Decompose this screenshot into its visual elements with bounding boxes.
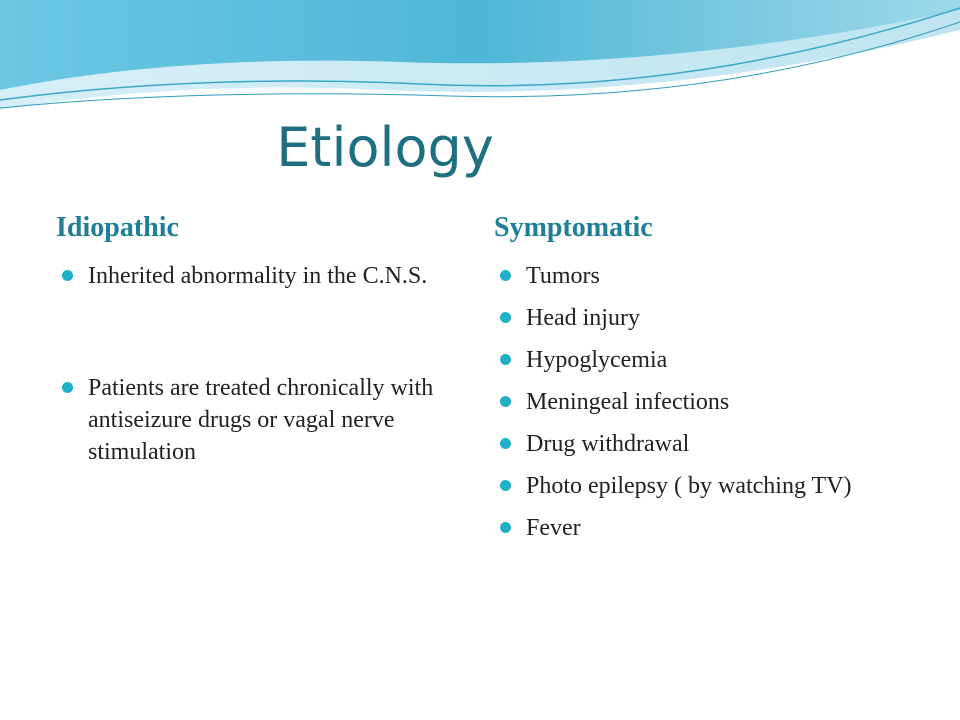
bullet-icon [500, 396, 511, 407]
idiopathic-list [56, 260, 466, 468]
bullet-icon [500, 522, 511, 533]
list-item [494, 386, 914, 418]
list-item [56, 260, 466, 292]
list-item-text: Drug withdrawal [526, 431, 690, 457]
slide-title: Etiology [276, 116, 494, 179]
list-item [56, 372, 466, 468]
list-item-text: Hypoglycemia [526, 347, 668, 373]
bullet-icon [500, 480, 511, 491]
symptomatic-column [494, 208, 914, 554]
decorative-wave-banner [0, 0, 960, 130]
list-item [494, 470, 914, 502]
list-item [494, 428, 914, 460]
list-item-text: Meningeal infections [526, 389, 730, 415]
list-item-text: Photo epilepsy ( by watching TV) [526, 473, 852, 499]
idiopathic-header: Idiopathic [56, 212, 179, 243]
list-item-text: Head injury [526, 305, 640, 331]
list-item-text: Patients are treated chronically with antiseizure drugs or vagal nerve stimulation [88, 375, 434, 465]
bullet-icon [62, 270, 73, 281]
list-item [494, 260, 914, 292]
bullet-icon [500, 438, 511, 449]
list-item [494, 302, 914, 334]
bullet-icon [500, 270, 511, 281]
list-item-text: Tumors [526, 263, 600, 289]
bullet-icon [500, 354, 511, 365]
symptomatic-header: Symptomatic [494, 212, 653, 243]
list-item [494, 512, 914, 544]
list-item-text: Fever [526, 515, 581, 541]
bullet-icon [500, 312, 511, 323]
bullet-icon [62, 382, 73, 393]
symptomatic-list [494, 260, 914, 544]
list-item-text: Inherited abnormality in the C.N.S. [88, 263, 428, 289]
list-item [494, 344, 914, 376]
idiopathic-column [56, 208, 466, 548]
